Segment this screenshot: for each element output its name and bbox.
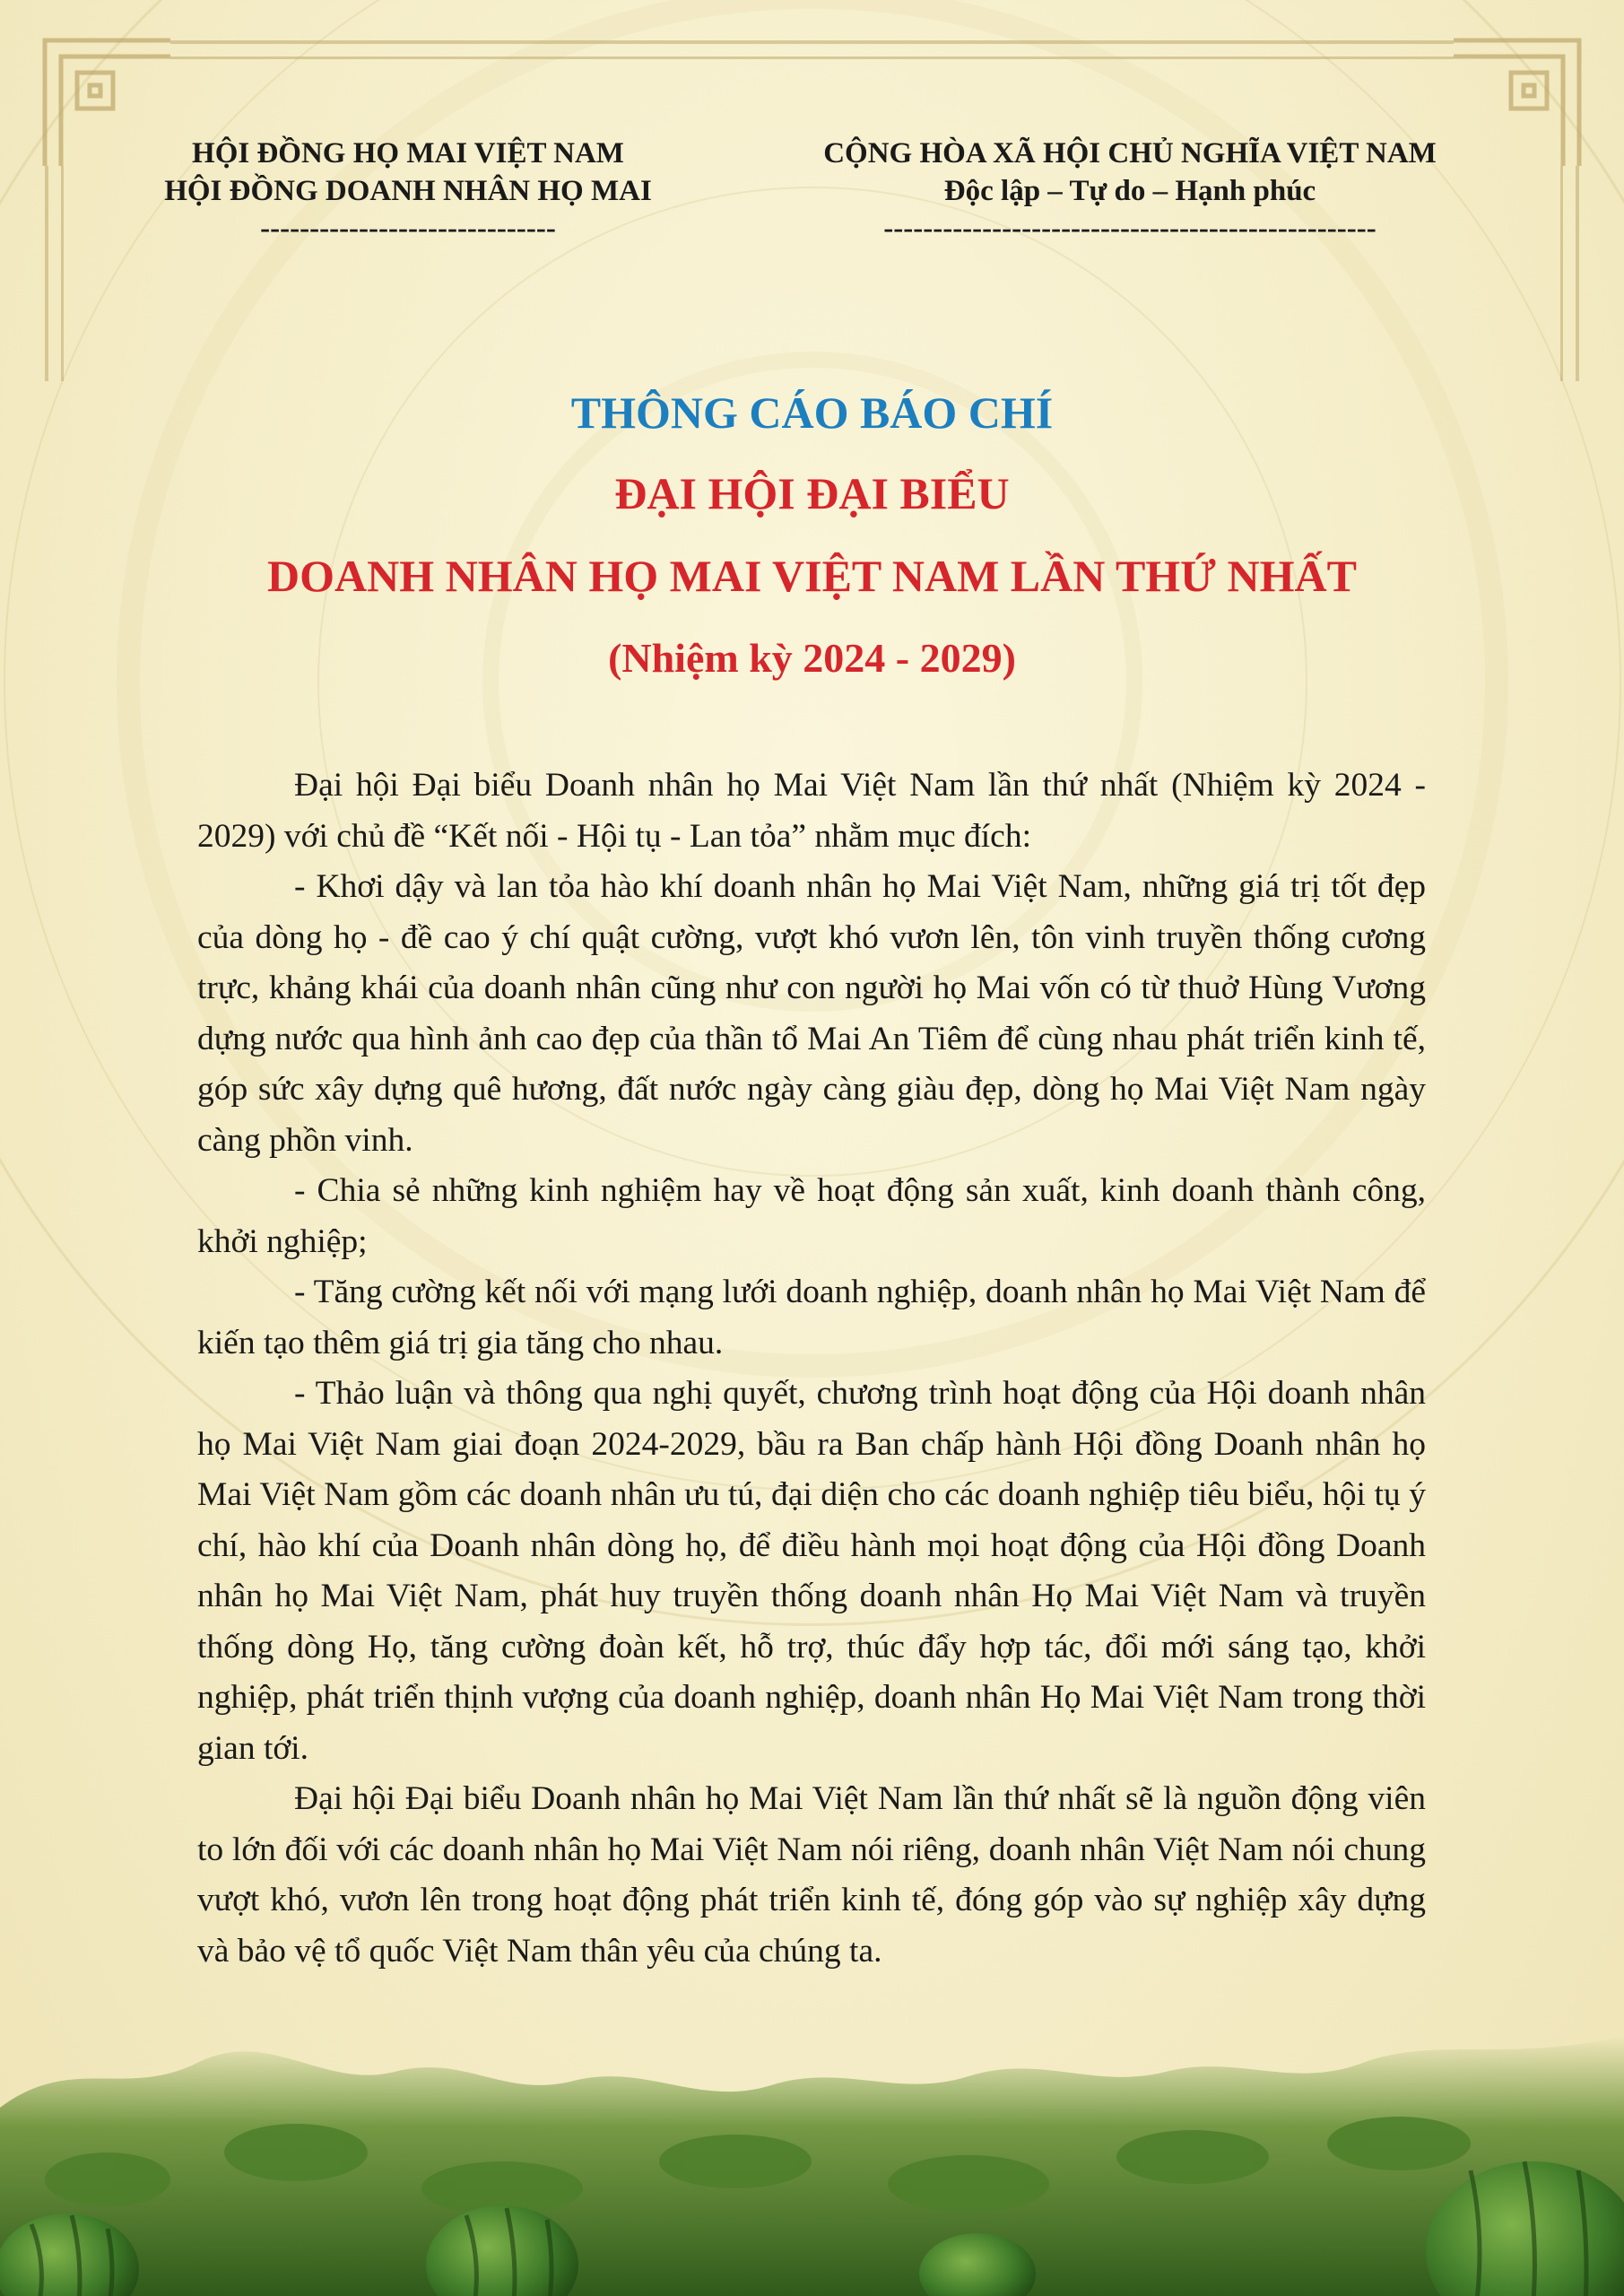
document-type-label: THÔNG CÁO BÁO CHÍ — [570, 387, 1054, 438]
paragraph: Đại hội Đại biểu Doanh nhân họ Mai Việt Nam lần thứ nhất sẽ là nguồn động viên to lớn đối với các doanh nhân họ Mai Việt Nam nói riêng, doanh nhân Việt Nam nói chung vượt khó, vươn lên trong hoạt động phát triển kinh tế, đóng góp vào sự nghiệp xây dựng và bảo vệ tổ quốc Việt Nam thân yêu của chúng ta. — [197, 1780, 1426, 1970]
paragraph: Đại hội Đại biểu Doanh nhân họ Mai Việt Nam lần thứ nhất (Nhiệm kỳ 2024 - 2029) với chủ đề “Kết nối - Hội tụ - Lan tỏa” nhằm mục đích: — [197, 767, 1426, 855]
watermelon-field-illustration — [0, 2000, 1624, 2296]
motto-rule: -------------------------------------------------- — [883, 213, 1376, 245]
frame-border-top — [170, 57, 1454, 59]
paragraph: - Tăng cường kết nối với mạng lưới doanh nghiệp, doanh nhân họ Mai Việt Nam để kiến tạo thêm giá trị gia tăng cho nhau. — [197, 1274, 1426, 1361]
country-name: CỘNG HÒA XÃ HỘI CHỦ NGHĨA VIỆT NAM — [823, 137, 1437, 170]
title-block — [0, 386, 1624, 685]
event-title-line-2: DOANH NHÂN HỌ MAI VIỆT NAM LẦN THỨ NHẤT — [267, 551, 1357, 601]
national-motto-block — [780, 135, 1480, 248]
frame-border-top — [170, 40, 1454, 44]
event-title-line-1: ĐẠI HỘI ĐẠI BIỂU — [614, 468, 1010, 518]
national-motto: Độc lập – Tự do – Hạnh phúc — [943, 175, 1316, 207]
issuer-line-1: HỘI ĐỒNG HỌ MAI VIỆT NAM — [192, 137, 624, 170]
paragraph: - Thảo luận và thông qua nghị quyết, chương trình hoạt động của Hội doanh nhân họ Mai Việt Nam giai đoạn 2024-2029, bầu ra Ban chấp hành Hội đồng Doanh nhân họ Mai Việt Nam gồm các doanh nhân ưu tú, đại diện cho các doanh nghiệp tiêu biểu, hội tụ ý chí, hào khí của Doanh nhân dòng họ, để điều hành mọi hoạt động của Hội đồng Doanh nhân họ Mai Việt Nam, phát huy truyền thống doanh nhân Họ Mai Việt Nam và truyền thống dòng Họ, tăng cường đoàn kết, hỗ trợ, thúc đẩy hợp tác, đổi mới sáng tạo, khởi nghiệp, phát triển thịnh vượng của doanh nghiệp, doanh nhân Họ Mai Việt Nam trong thời gian tới. — [197, 1375, 1426, 1767]
press-release-body — [197, 761, 1426, 1977]
paragraph: - Khơi dậy và lan tỏa hào khí doanh nhân họ Mai Việt Nam, những giá trị tốt đẹp của dòng họ - đề cao ý chí quật cường, vượt khó vươn lên, tôn vinh truyền thống cương trực, khảng khái của doanh nhân cũng như con người họ Mai vốn có từ thuở Hùng Vương dựng nước qua hình ảnh cao đẹp của thần tổ Mai An Tiêm để cùng nhau phát triển kinh tế, góp sức xây dựng quê hương, đất nước ngày càng giàu đẹp, dòng họ Mai Việt Nam ngày càng phồn vinh. — [197, 868, 1426, 1159]
issuer-rule: ------------------------------ — [260, 213, 556, 245]
term-label: (Nhiệm kỳ 2024 - 2029) — [608, 635, 1016, 681]
paragraph: - Chia sẻ những kinh nghiệm hay về hoạt động sản xuất, kinh doanh thành công, khởi nghiệp; — [197, 1172, 1426, 1260]
issuer-block — [130, 135, 686, 248]
issuer-line-2: HỘI ĐỒNG DOANH NHÂN HỌ MAI — [164, 175, 652, 207]
document-header — [0, 135, 1624, 251]
